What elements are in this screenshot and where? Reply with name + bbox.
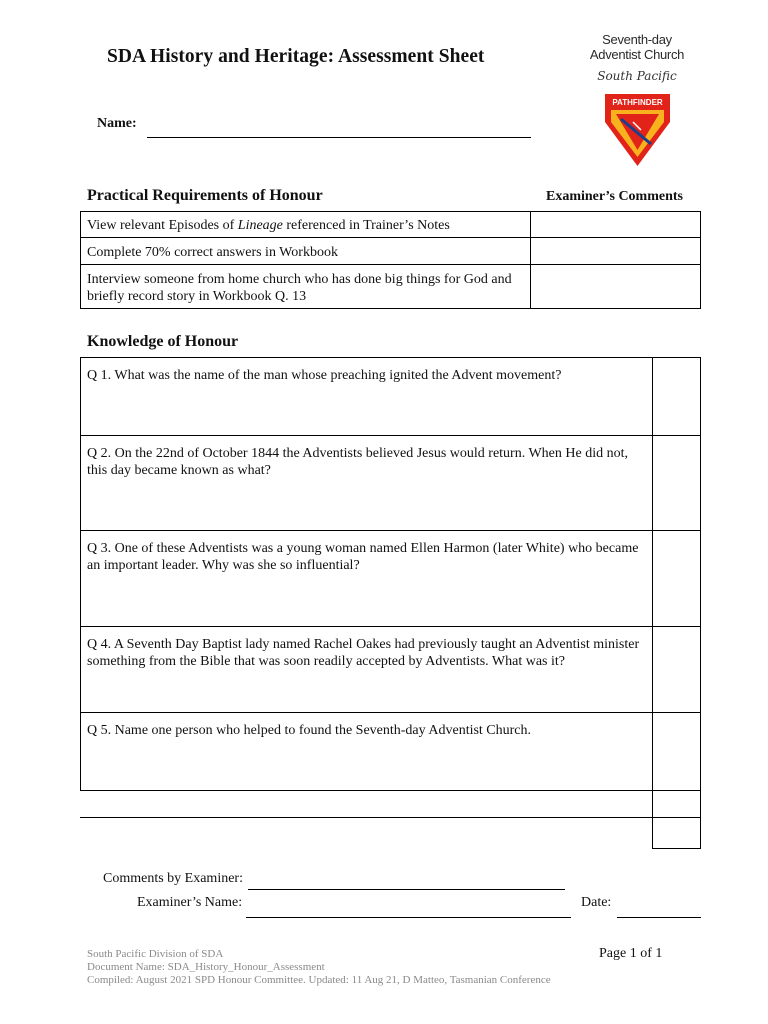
total-score-box[interactable] bbox=[652, 790, 701, 849]
requirement-cell: View relevant Episodes of Lineage referenced in Trainer’s Notes bbox=[81, 212, 531, 238]
badge-text: PATHFINDER bbox=[612, 98, 663, 107]
question-4: Q 4. A Seventh Day Baptist lady named Rachel Oakes had previously taught an Adventist minister something from the Bible that was soon readily accepted by Adventists. What was it? bbox=[81, 627, 653, 713]
table-row bbox=[81, 212, 701, 238]
date-label: Date: bbox=[581, 895, 612, 910]
mark-cell[interactable] bbox=[653, 358, 701, 436]
examiner-comments-heading: Examiner’s Comments bbox=[546, 189, 683, 204]
mark-cell[interactable] bbox=[653, 531, 701, 627]
footer-organisation: South Pacific Division of SDA bbox=[87, 948, 224, 960]
mark-cell[interactable] bbox=[653, 627, 701, 713]
mark-cell[interactable] bbox=[653, 713, 701, 791]
examiner-name-label: Examiner’s Name: bbox=[137, 895, 243, 910]
table-row bbox=[81, 238, 701, 265]
comment-cell[interactable] bbox=[531, 265, 701, 309]
question-3: Q 3. One of these Adventists was a young woman named Ellen Harmon (later White) who became an important leader. Why was she so influential? bbox=[81, 531, 653, 627]
table-row bbox=[81, 358, 701, 436]
table-row bbox=[81, 531, 701, 627]
footer-document-name: Document Name: SDA_History_Honour_Assessment bbox=[87, 961, 325, 973]
comments-field-line[interactable] bbox=[248, 889, 565, 890]
footer-compiled: Compiled: August 2021 SPD Honour Committee. Updated: 11 Aug 21, D Matteo, Tasmanian Conference bbox=[87, 974, 551, 986]
pathfinder-shield-icon bbox=[603, 92, 672, 168]
question-5: Q 5. Name one person who helped to found the Seventh-day Adventist Church. bbox=[81, 713, 653, 791]
table-row bbox=[81, 713, 701, 791]
requirement-cell: Complete 70% correct answers in Workbook bbox=[81, 238, 531, 265]
sda-logo bbox=[582, 30, 692, 170]
lineage-emphasis: Lineage bbox=[237, 218, 283, 233]
question-2: Q 2. On the 22nd of October 1844 the Adventists believed Jesus would return. When He did not, this day became known as what? bbox=[81, 436, 653, 531]
name-label: Name: bbox=[97, 116, 137, 131]
table-row bbox=[81, 265, 701, 309]
logo-line-2: Adventist Church bbox=[589, 47, 685, 62]
mark-cell[interactable] bbox=[653, 436, 701, 531]
knowledge-questions-table bbox=[80, 357, 701, 791]
logo-line-1: Seventh-day bbox=[602, 32, 672, 47]
logo-script: South Pacific bbox=[597, 69, 677, 83]
practical-heading: Practical Requirements of Honour bbox=[87, 187, 323, 204]
page-title: SDA History and Heritage: Assessment Sheet bbox=[107, 46, 485, 67]
divider bbox=[652, 817, 701, 818]
knowledge-heading: Knowledge of Honour bbox=[87, 333, 239, 350]
examiner-name-field-line[interactable] bbox=[246, 917, 571, 918]
date-field-line[interactable] bbox=[617, 917, 701, 918]
comments-by-examiner-label: Comments by Examiner: bbox=[103, 871, 243, 886]
table-row bbox=[81, 627, 701, 713]
practical-requirements-table bbox=[80, 211, 701, 309]
page-number: Page 1 of 1 bbox=[599, 946, 663, 961]
comment-cell[interactable] bbox=[531, 238, 701, 265]
question-1: Q 1. What was the name of the man whose preaching ignited the Advent movement? bbox=[81, 358, 653, 436]
table-row bbox=[81, 436, 701, 531]
divider bbox=[80, 817, 652, 818]
name-field-line[interactable] bbox=[147, 137, 531, 138]
requirement-cell: Interview someone from home church who has done big things for God and briefly record story in Workbook Q. 13 bbox=[81, 265, 531, 309]
comment-cell[interactable] bbox=[531, 212, 701, 238]
